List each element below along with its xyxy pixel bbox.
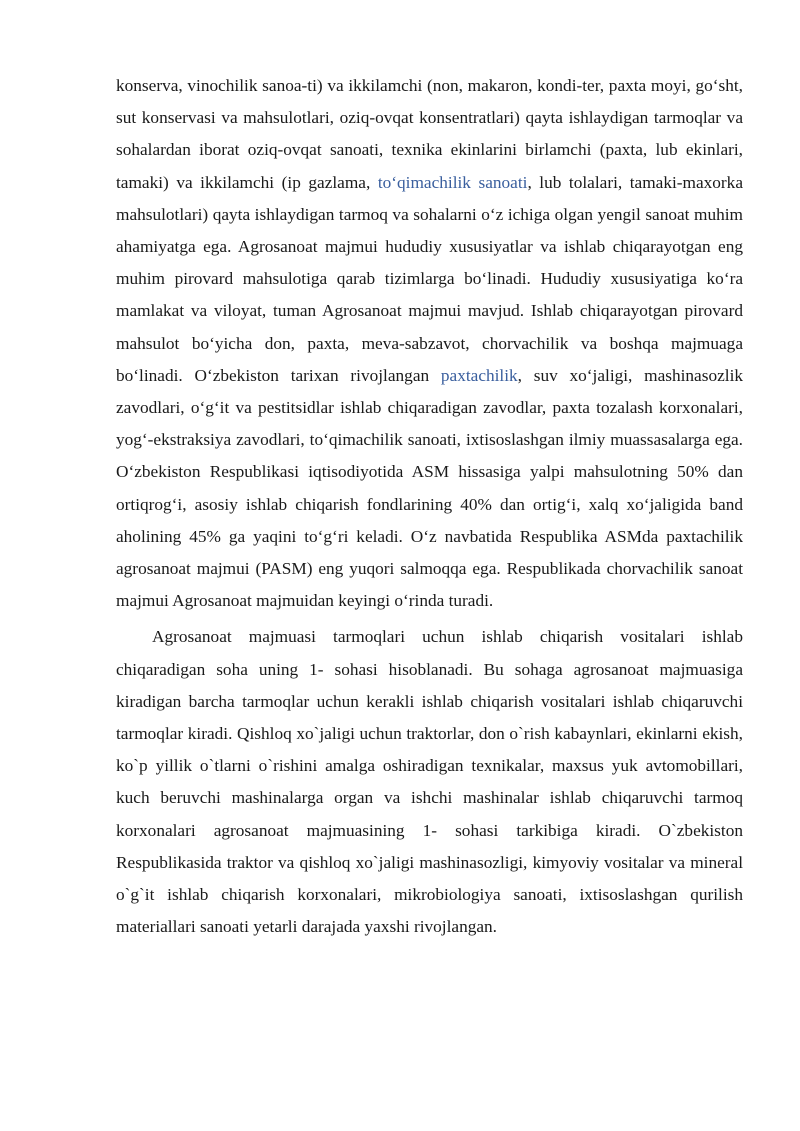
paragraph-text-part-1: konserva, vinochilik sanoa-ti) va ikkilamchi (non, makaron, kondi-ter, paxta moyi, go‘sht, sut konservasi va mahsulotlari, oziq-ovqat konsentratlari) qayta ishlaydigan tarmoqlar va sohalardan iborat oziq-ovqat sanoati, texnika ekinlarini birlamchi (paxta, lub ekinlari, tamaki) va ikkilamchi (ip gazlama, xyxy=(116,76,743,192)
document-page xyxy=(116,70,743,943)
paragraph-agro-industrial-complex xyxy=(116,70,743,617)
paragraph-text-part-3: , suv xo‘jaligi, mashinasozlik zavodlari, o‘g‘it va pestitsidlar ishlab chiqaradigan zavodlar, paxta tozalash korxonalari, yog‘-ekstraksiya zavodlari, to‘qimachilik sanoati, ixtisoslashgan ilmiy muassasalarga ega. O‘zbekiston Respublikasi iqtisodiyotida ASM hissasiga yalpi mahsulotning 50% dan ortiqrog‘i, asosiy ishlab chiqarish fondlarining 40% dan ortig‘i, xalq xo‘jaligida band aholining 45% ga yaqini to‘g‘ri keladi. O‘z navbatida Respublika ASMda paxtachilik agrosanoat majmui (PASM) eng yuqori salmoqqa ega. Respublikada chorvachilik sanoat majmui Agrosanoat majmuidan keyingi o‘rinda turadi. xyxy=(116,365,744,611)
paragraph-first-sector: Agrosanoat majmuasi tarmoqlari uchun ishlab chiqarish vositalari ishlab chiqaradigan soha uning 1- sohasi hisoblanadi. Bu sohaga agrosanoat majmuasiga kiradigan barcha tarmoqlar uchun kerakli ishlab chiqarish vositalari ishlab chiqaruvchi tarmoqlar kiradi. Qishloq xo`jaligi uchun traktorlar, don o`rish kabaynlari, ekinlarni ekish, ko`p yillik o`tlarni o`rishini amalga oshiradigan texnikalar, maxsus yuk avtomobillari, kuch beruvchi mashinalarga organ va ishchi mashinalar ishlab chiqaruvchi tarmoq korxonalari agrosanoat majmuasining 1- sohasi tarkibiga kiradi. O`zbekiston Respublikasida traktor va qishloq xo`jaligi mashinasozligi, kimyoviy vositalar va mineral o`g`it ishlab chiqarish korxonalari, mikrobiologiya sanoati, ixtisoslashgan qurilish materiallari sanoati yetarli darajada yaxshi rivojlangan. xyxy=(116,627,743,937)
link-cotton-growing[interactable]: paxtachilik xyxy=(440,365,518,385)
paragraph-text-part-2: , lub tolalari, tamaki-maxorka mahsulotlari) qayta ishlaydigan tarmoq va sohalarni o‘z ichiga olgan yengil sanoat muhim ahamiyatga ega. Agrosanoat majmui hududiy xususiyatlar va ishlab chiqarayotgan eng muhim pirovard mahsulotiga qarab tizimlarga bo‘linadi. Hududiy xususiyatiga ko‘ra mamlakat va viloyat, tuman Agrosanoat majmui mavjud. Ishlab chiqarayotgan pirovard mahsulot bo‘yicha don, paxta, meva-sabzavot, chorvachilik va boshqa majmuaga bo‘linadi. O‘zbekiston tarixan rivojlangan xyxy=(116,172,743,385)
link-textile-industry[interactable]: to‘qimachilik sanoati xyxy=(377,172,528,192)
